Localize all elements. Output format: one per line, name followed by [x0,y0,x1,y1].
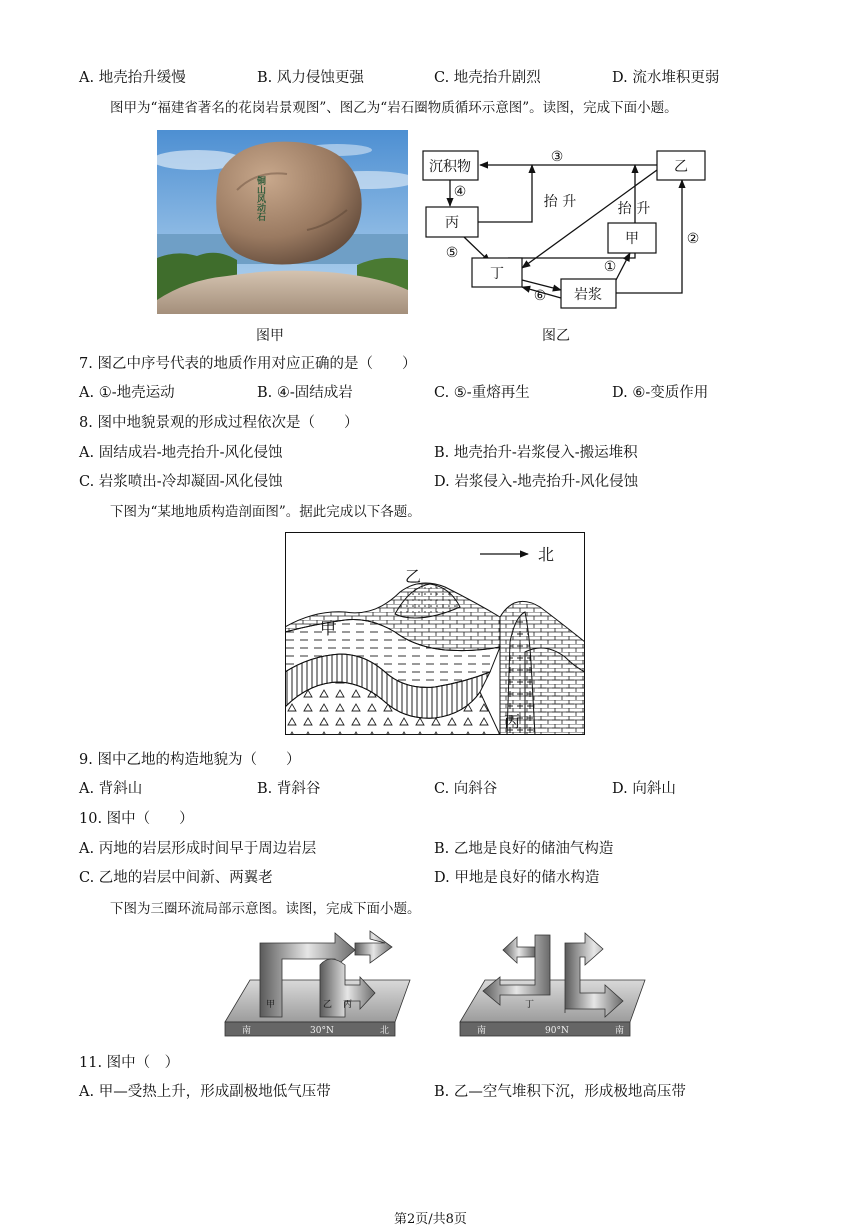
north-label: 北 [538,545,555,564]
q11-option-a: A. 甲—受热上升，形成副极地低气压带 [79,1084,331,1100]
granite-landscape-photo [157,130,408,314]
q8-option-c: C. 岩浆喷出-冷却凝固-风化侵蚀 [79,474,283,490]
intro-text-2: 下图为“某地地质构造剖面图”。据此完成以下各题。 [110,504,421,520]
q7-stem: 7. 图乙中序号代表的地质作用对应正确的是（ ） [79,356,417,372]
circ-right-lat: 90°N [545,1026,569,1036]
box-yi: 乙 [674,159,688,175]
q8-option-b: B. 地壳抬升-岩浆侵入-搬运堆积 [434,445,638,461]
circ-left-label-jia: 甲 [266,1000,276,1010]
label-3: ③ [550,149,564,165]
circ-right-label-ding: 丁 [525,1000,535,1010]
figure-jia-caption: 图甲 [256,328,284,344]
label-4: ④ [453,184,467,200]
q7-option-c: C. ⑤-重熔再生 [434,385,530,401]
svg-text:铜山风动石: 铜山风动石 [255,176,265,221]
q9-option-b: B. 背斜谷 [257,781,321,797]
q6-option-d: D. 流水堆积更弱 [612,70,720,86]
q8-option-a: A. 固结成岩-地壳抬升-风化侵蚀 [79,445,283,461]
q6-option-b: B. 风力侵蚀更强 [257,70,364,86]
circ-left-lat: 30°N [310,1026,334,1036]
label-uplift-b: 抬 升 [617,201,651,217]
q7-option-d: D. ⑥-变质作用 [612,385,709,401]
label-5: ⑤ [445,245,459,261]
q9-option-c: C. 向斜谷 [434,781,498,797]
circ-left-label-yi: 乙 [323,1000,333,1010]
q8-option-d: D. 岩浆侵入-地壳抬升-风化侵蚀 [434,474,639,490]
label-6: ⑥ [533,288,547,304]
label-1: ① [603,259,617,275]
box-magma: 岩浆 [574,287,602,303]
circ-right-south-1: 南 [477,1026,487,1036]
figure-yi-caption: 图乙 [542,328,570,344]
q7-option-b: B. ④-固结成岩 [257,385,353,401]
section-label-bing: 丙 [504,712,521,731]
q7-option-a: A. ①-地壳运动 [79,385,175,401]
box-sediment: 沉积物 [429,159,471,175]
q9-stem: 9. 图中乙地的构造地貌为（ ） [79,752,301,768]
circ-right-south-2: 南 [615,1026,625,1036]
rock-cycle-diagram [420,140,720,315]
box-ding: 丁 [490,266,504,282]
q10-stem: 10. 图中（ ） [79,811,194,827]
circulation-diagram-right [455,925,650,1040]
q10-option-c: C. 乙地的岩层中间新、两翼老 [79,870,273,886]
circ-left-south: 南 [242,1026,252,1036]
carved-rock-inscription [255,175,267,222]
label-uplift-a: 抬 升 [543,194,577,210]
intro-text-1: 图甲为“福建省著名的花岗岩景观图”、图乙为“岩石圈物质循环示意图”。读图，完成下面小题。 [110,100,678,116]
q11-stem: 11. 图中（ ） [79,1055,180,1071]
q10-option-b: B. 乙地是良好的储油气构造 [434,841,614,857]
circulation-diagram-left [220,925,415,1040]
q10-option-d: D. 甲地是良好的储水构造 [434,870,600,886]
section-label-yi: 乙 [405,567,422,586]
q10-option-a: A. 丙地的岩层形成时间早于周边岩层 [79,841,317,857]
q6-option-c: C. 地壳抬升剧烈 [434,70,541,86]
circ-left-north: 北 [380,1026,390,1036]
page-footer: 第2页/共8页 [394,1212,467,1227]
circ-left-label-bing: 丙 [343,1000,353,1010]
q9-option-a: A. 背斜山 [79,781,143,797]
q11-option-b: B. 乙—空气堆积下沉，形成极地高压带 [434,1084,686,1100]
box-bing: 丙 [445,215,459,231]
geologic-cross-section [285,532,585,735]
q8-stem: 8. 图中地貌景观的形成过程依次是（ ） [79,415,359,431]
section-label-jia: 甲 [320,619,337,638]
label-2: ② [686,231,700,247]
q9-option-d: D. 向斜山 [612,781,676,797]
q6-option-a: A. 地壳抬升缓慢 [79,70,186,86]
intro-text-3: 下图为三圈环流局部示意图。读图，完成下面小题。 [110,901,421,917]
box-jia: 甲 [625,231,639,247]
